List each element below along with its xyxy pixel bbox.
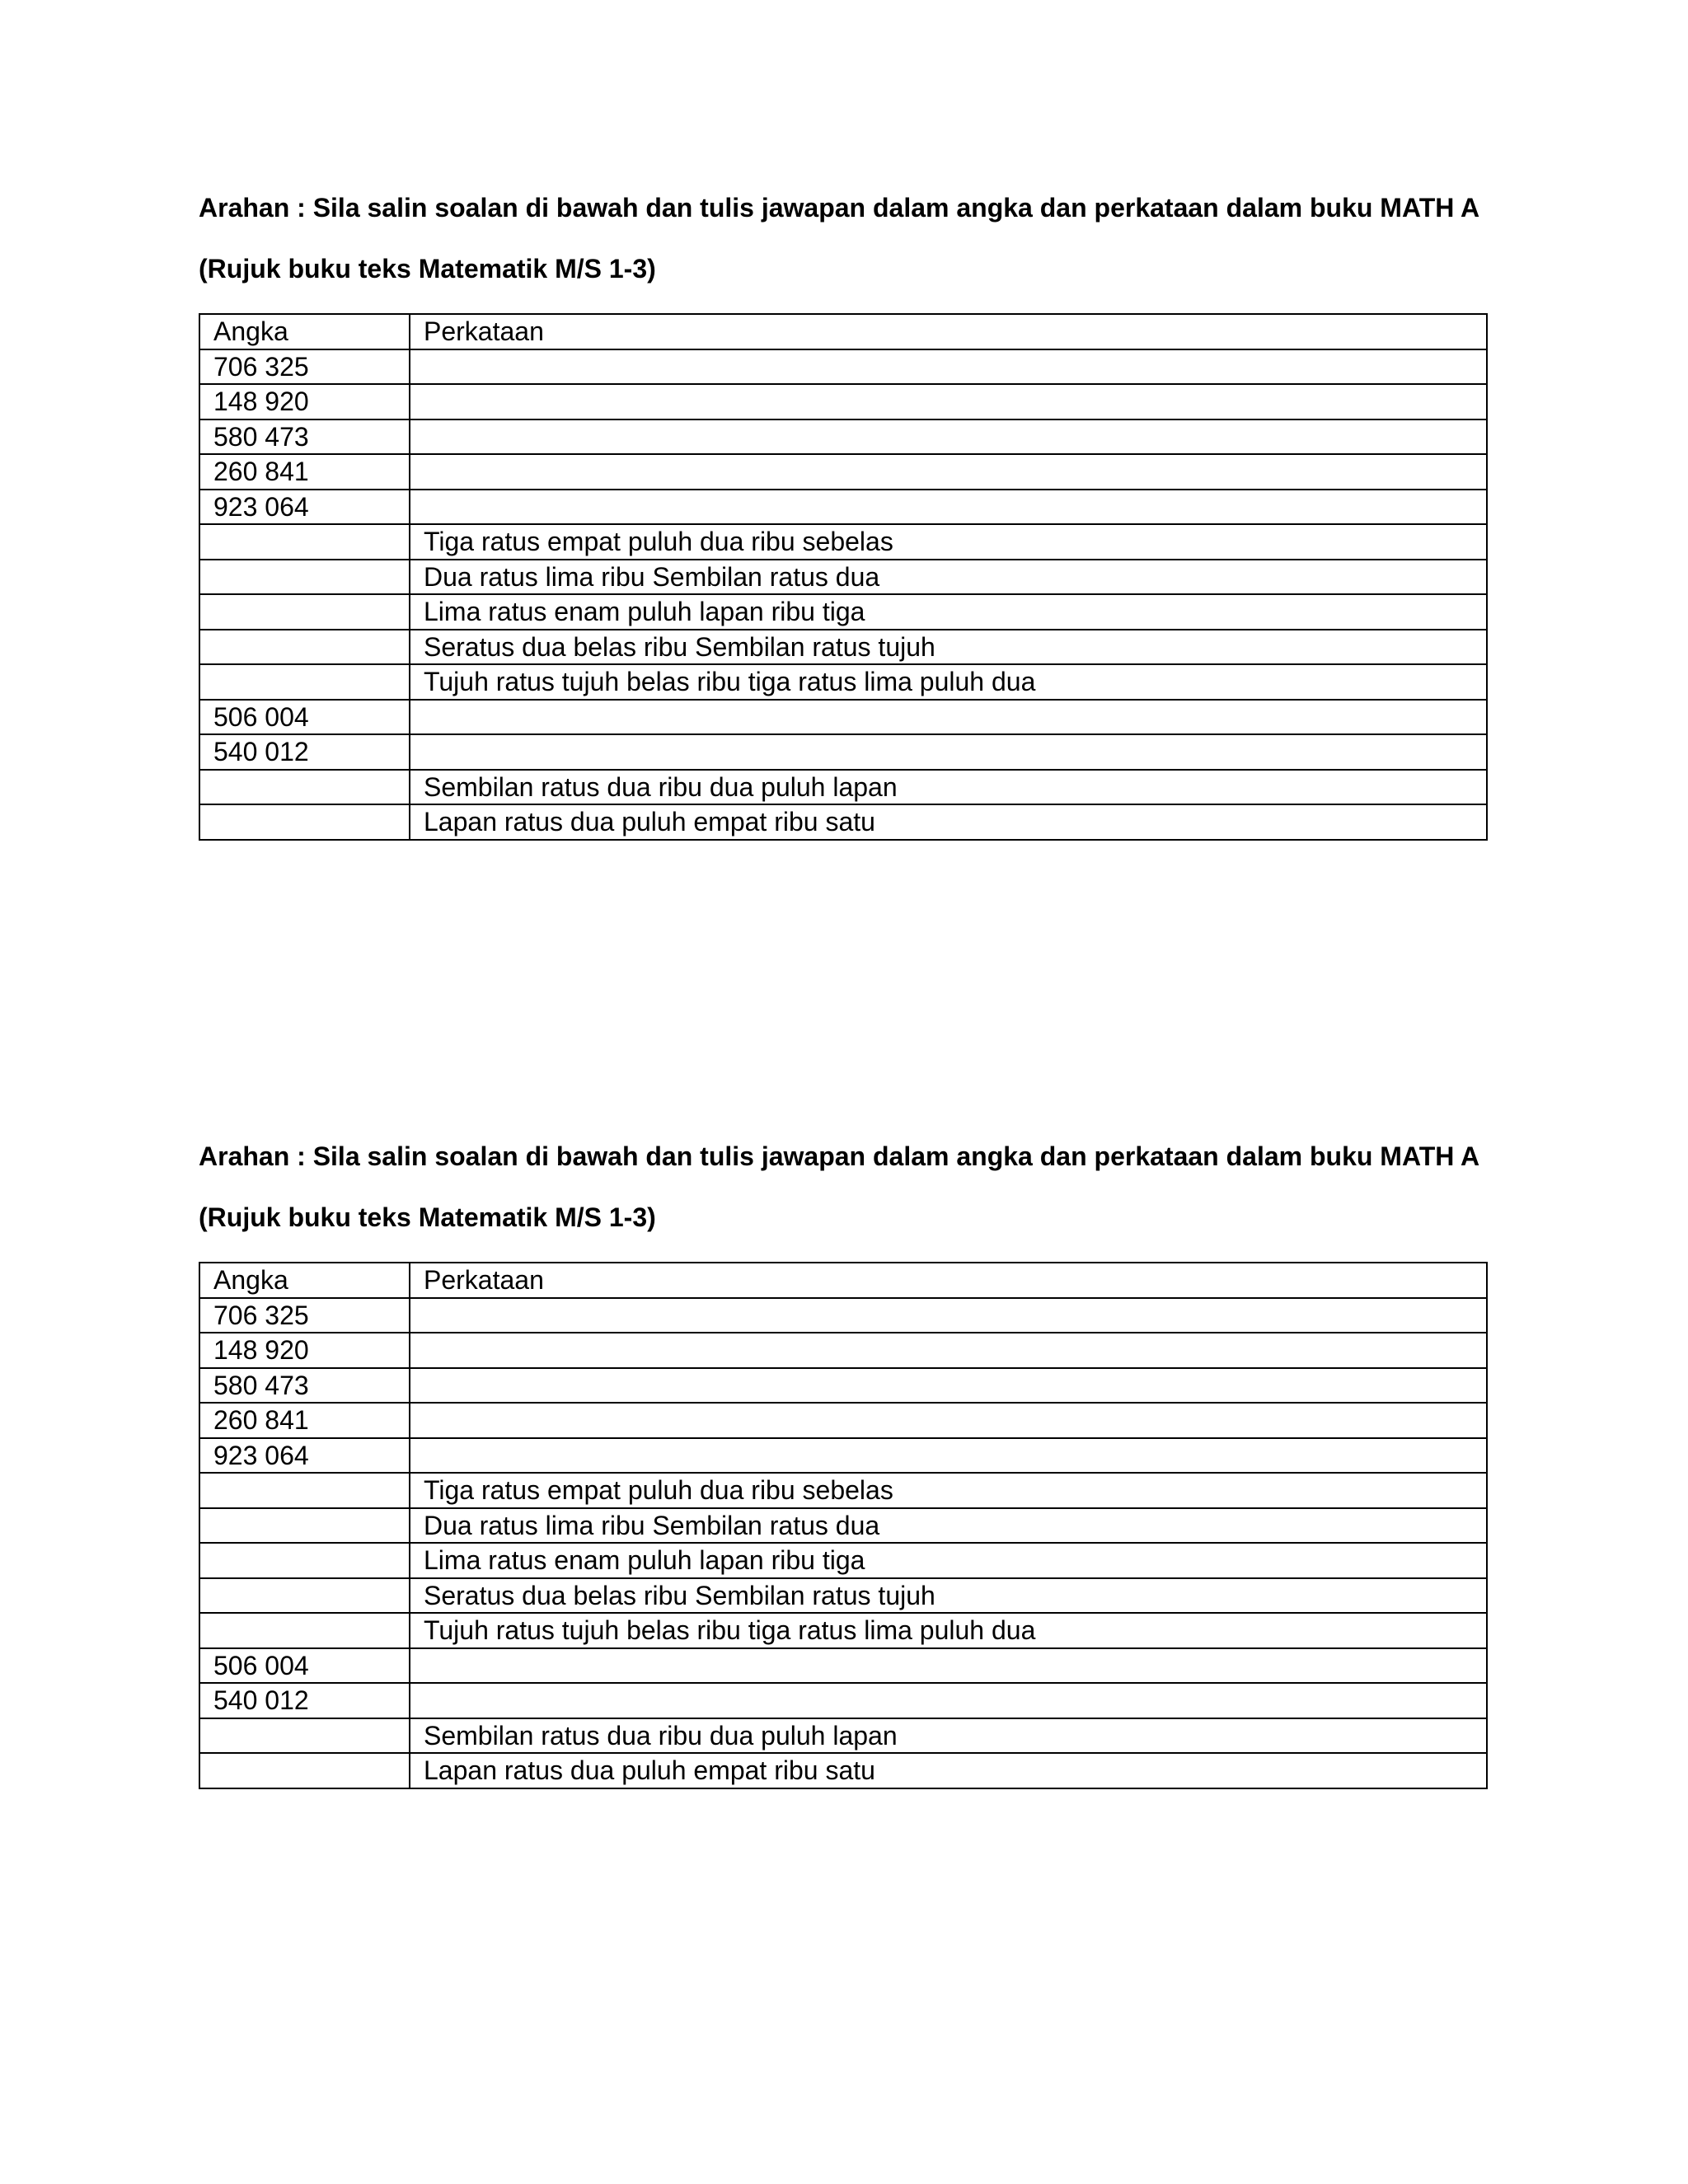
perkataan-cell [410, 1648, 1487, 1684]
angka-cell: 506 004 [199, 700, 410, 735]
angka-cell: 148 920 [199, 1333, 410, 1368]
table-row [199, 1613, 1487, 1648]
perkataan-cell [410, 734, 1487, 770]
answer-table [199, 313, 1488, 841]
table-row [199, 1683, 1487, 1718]
table-row [199, 1368, 1487, 1404]
perkataan-cell: Lapan ratus dua puluh empat ribu satu [410, 804, 1487, 840]
table-header-row [199, 1263, 1487, 1298]
angka-cell: 923 064 [199, 1438, 410, 1474]
perkataan-cell: Seratus dua belas ribu Sembilan ratus tujuh [410, 1578, 1487, 1614]
angka-cell [199, 630, 410, 665]
perkataan-cell [410, 1368, 1487, 1404]
perkataan-cell [410, 490, 1487, 525]
perkataan-cell: Seratus dua belas ribu Sembilan ratus tujuh [410, 630, 1487, 665]
angka-cell: 706 325 [199, 349, 410, 385]
table-row [199, 1718, 1487, 1754]
table-row [199, 630, 1487, 665]
perkataan-cell: Dua ratus lima ribu Sembilan ratus dua [410, 1508, 1487, 1544]
header-angka: Angka [199, 314, 410, 349]
angka-cell [199, 1718, 410, 1754]
angka-cell [199, 1508, 410, 1544]
angka-cell [199, 664, 410, 700]
table-row [199, 384, 1487, 419]
table-header-row [199, 314, 1487, 349]
angka-cell: 540 012 [199, 734, 410, 770]
table-row [199, 664, 1487, 700]
perkataan-cell [410, 1683, 1487, 1718]
perkataan-cell: Sembilan ratus dua ribu dua puluh lapan [410, 770, 1487, 805]
header-angka: Angka [199, 1263, 410, 1298]
angka-cell: 706 325 [199, 1298, 410, 1333]
worksheet-1 [199, 191, 1486, 841]
angka-cell [199, 594, 410, 630]
perkataan-cell [410, 454, 1487, 490]
perkataan-cell [410, 1403, 1487, 1438]
table-row [199, 1473, 1487, 1508]
angka-cell: 580 473 [199, 419, 410, 455]
table-row [199, 1333, 1487, 1368]
perkataan-cell [410, 419, 1487, 455]
answer-table [199, 1262, 1488, 1789]
header-perkataan: Perkataan [410, 1263, 1487, 1298]
perkataan-cell: Dua ratus lima ribu Sembilan ratus dua [410, 560, 1487, 595]
angka-cell [199, 1613, 410, 1648]
header-perkataan: Perkataan [410, 314, 1487, 349]
angka-cell [199, 770, 410, 805]
angka-cell [199, 1543, 410, 1578]
table-row [199, 454, 1487, 490]
table-row [199, 770, 1487, 805]
table-row [199, 1438, 1487, 1474]
reference-text: (Rujuk buku teks Matematik M/S 1-3) [199, 254, 656, 284]
perkataan-cell: Lapan ratus dua puluh empat ribu satu [410, 1753, 1487, 1788]
table-row [199, 734, 1487, 770]
perkataan-cell [410, 1438, 1487, 1474]
perkataan-cell [410, 349, 1487, 385]
angka-cell: 506 004 [199, 1648, 410, 1684]
angka-cell: 148 920 [199, 384, 410, 419]
perkataan-cell: Tujuh ratus tujuh belas ribu tiga ratus lima puluh dua [410, 664, 1487, 700]
perkataan-cell: Sembilan ratus dua ribu dua puluh lapan [410, 1718, 1487, 1754]
worksheet-2 [199, 1140, 1486, 1789]
table-row [199, 1508, 1487, 1544]
perkataan-cell: Lima ratus enam puluh lapan ribu tiga [410, 1543, 1487, 1578]
perkataan-cell: Tujuh ratus tujuh belas ribu tiga ratus lima puluh dua [410, 1613, 1487, 1648]
table-row [199, 560, 1487, 595]
table-row [199, 1648, 1487, 1684]
angka-cell: 580 473 [199, 1368, 410, 1404]
table-row [199, 419, 1487, 455]
table-row [199, 1753, 1487, 1788]
angka-cell [199, 1753, 410, 1788]
table-row [199, 700, 1487, 735]
table-row [199, 804, 1487, 840]
table-row [199, 1403, 1487, 1438]
angka-cell [199, 1473, 410, 1508]
perkataan-cell: Tiga ratus empat puluh dua ribu sebelas [410, 524, 1487, 560]
perkataan-cell: Lima ratus enam puluh lapan ribu tiga [410, 594, 1487, 630]
instruction-text: Arahan : Sila salin soalan di bawah dan tulis jawapan dalam angka dan perkataan dalam buku MATH A [199, 193, 1480, 223]
perkataan-cell [410, 1333, 1487, 1368]
angka-cell [199, 524, 410, 560]
angka-cell [199, 804, 410, 840]
table-row [199, 490, 1487, 525]
instruction-text: Arahan : Sila salin soalan di bawah dan tulis jawapan dalam angka dan perkataan dalam buku MATH A [199, 1141, 1480, 1171]
table-row [199, 1298, 1487, 1333]
angka-cell [199, 1578, 410, 1614]
perkataan-cell [410, 1298, 1487, 1333]
perkataan-cell: Tiga ratus empat puluh dua ribu sebelas [410, 1473, 1487, 1508]
perkataan-cell [410, 384, 1487, 419]
perkataan-cell [410, 700, 1487, 735]
angka-cell [199, 560, 410, 595]
table-row [199, 1543, 1487, 1578]
table-row [199, 524, 1487, 560]
angka-cell: 260 841 [199, 1403, 410, 1438]
angka-cell: 540 012 [199, 1683, 410, 1718]
table-row [199, 1578, 1487, 1614]
reference-text: (Rujuk buku teks Matematik M/S 1-3) [199, 1202, 656, 1232]
angka-cell: 260 841 [199, 454, 410, 490]
table-row [199, 349, 1487, 385]
angka-cell: 923 064 [199, 490, 410, 525]
table-row [199, 594, 1487, 630]
